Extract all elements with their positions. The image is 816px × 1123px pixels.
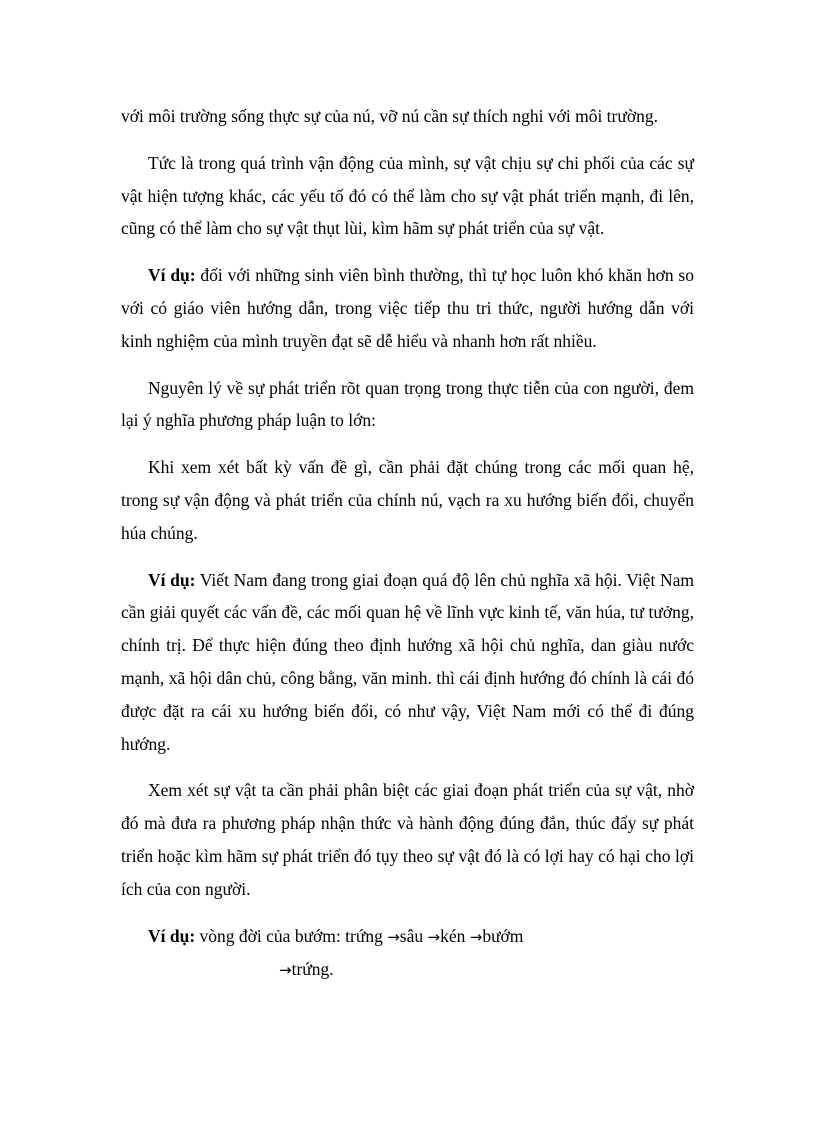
paragraph-6-text: Viết Nam đang trong giai đoạn quá độ lên chủ nghĩa xã hội. Việt Nam cần giải quyết các vấn đề, các mối quan hệ về lĩnh vực kinh tế, văn húa, tư tưởng, chính trị. Để thực hiện đúng theo định hướng xã hội chủ nghĩa, dan giàu nước mạnh, xã hội dân chủ, công bằng, văn minh. thì cái định hướng đó chính là cái đó được đặt ra cái xu hướng biến đổi, có như vậy, Việt Nam mới có thể đi đúng hướng. xyxy=(121,569,695,754)
paragraph-7 xyxy=(121,774,694,905)
right-arrow-icon: → xyxy=(469,927,483,946)
example-label: Ví dụ: xyxy=(148,265,196,286)
example-label: Ví dụ: xyxy=(148,925,196,946)
butterfly-cycle-continuation xyxy=(121,953,694,987)
paragraph-4-text: Nguyên lý về sự phát triển rõt quan trọng trong thực tiễn của con người, đem lại ý nghĩa phương pháp luận to lớn: xyxy=(121,377,694,431)
paragraph-2-text: Tức là trong quá trình vận động của mình, sự vật chịu sự chi phối của các sự vật hiện tượng khác, các yếu tố đó có thể làm cho sự vật phát triển mạnh, đi lên, cũng có thể làm cho sự vật thụt lùi, kìm hãm sự phát triển của sự vật. xyxy=(121,152,694,239)
paragraph-3-example xyxy=(121,259,694,357)
example-label: Ví dụ: xyxy=(148,569,196,590)
paragraph-6-example xyxy=(121,564,694,761)
right-arrow-icon: → xyxy=(279,961,292,980)
right-arrow-icon: → xyxy=(427,927,441,946)
paragraph-3-text: đối với những sinh viên bình thường, thì tự học luôn khó khăn hơn so với có giáo viên hướng dẫn, trong việc tiếp thu tri thức, người hướng dẫn với kinh nghiệm của mình truyền đạt sẽ dễ hiểu và nhanh hơn rất nhiều. xyxy=(121,265,694,351)
body-text xyxy=(121,100,694,987)
butterfly-cycle-example xyxy=(121,920,694,954)
cycle-stage-butterfly: bướm xyxy=(482,925,524,946)
paragraph-5 xyxy=(121,451,694,549)
paragraph-1 xyxy=(121,100,694,133)
paragraph-2 xyxy=(121,147,694,245)
paragraph-7-text: Xem xét sự vật ta cần phải phân biệt các giai đoạn phát triển của sự vật, nhờ đó mà đưa ra phương pháp nhận thức và hành động đúng đắn, thúc đẩy sự phát triển hoặc kìm hãm sự phát triển đó tụy theo sự vật đó là có lợi hay có hại cho lợi ích của con người. xyxy=(121,780,694,899)
cycle-stage-larva: sâu xyxy=(399,925,428,946)
right-arrow-icon: → xyxy=(387,927,400,946)
paragraph-4 xyxy=(121,372,694,438)
cycle-stage-cocoon: kén xyxy=(440,925,470,946)
paragraph-5-text: Khi xem xét bất kỳ vấn đề gì, cần phải đặt chúng trong các mối quan hệ, trong sự vận động và phát triển của chính nú, vạch ra xu hướng biến đổi, chuyển húa chúng. xyxy=(121,457,694,543)
paragraph-1-text: với môi trường sống thực sự của nú, vỡ nú cần sự thích nghi với môi trường. xyxy=(121,106,658,126)
cycle-stage-egg: trứng. xyxy=(291,959,334,980)
cycle-intro: vòng đời của bướm: trứng xyxy=(195,925,388,946)
